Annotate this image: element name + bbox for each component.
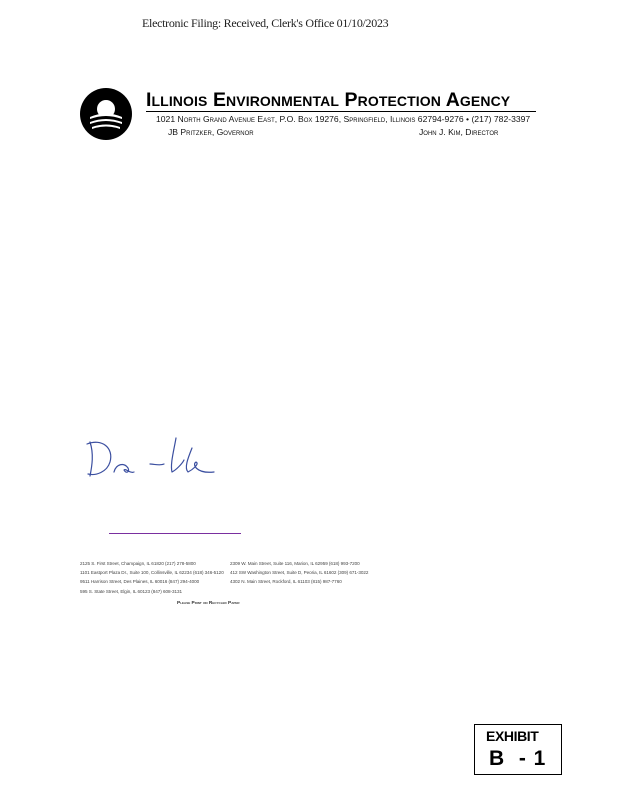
field-offices-right <box>230 559 368 587</box>
exhibit-label: EXHIBIT <box>486 728 539 744</box>
office-address: 9511 Harrison Street, Des Plaines, IL 60016 (847) 294-4000 <box>80 579 200 585</box>
email-link[interactable] <box>109 521 241 534</box>
office-address: 2309 W. Main Street, Suite 116, Marion, IL 62959 (618) 993-7200 <box>230 561 360 566</box>
exhibit-sticker <box>474 724 562 775</box>
exhibit-id: B - 1 <box>489 747 547 770</box>
letterhead-divider <box>146 111 536 112</box>
office-address: 2125 S. First Street, Champaign, IL 61820 (217) 278-5800 <box>80 561 196 566</box>
recycled-paper-note: Please Print on Recycled Paper <box>177 601 240 606</box>
director-name: John J. Kim, Director <box>419 127 499 137</box>
agency-address: 1021 North Grand Avenue East, P.O. Box 19276, Springfield, Illinois 62794-9276 • (217) 782-3397 <box>156 114 531 124</box>
handwritten-signature <box>84 434 220 480</box>
office-address: 412 SW Washington Street, Suite D, Peoria, IL 61602 (309) 671-3022 <box>230 570 369 576</box>
office-address: 1101 Eastport Plaza Dr., Suite 100, Collinsville, IL 62234 (618) 346-5120 <box>80 570 224 576</box>
electronic-filing-stamp: Electronic Filing: Received, Clerk's Office 01/10/2023 <box>142 16 389 30</box>
agency-name: Illinois Environmental Protection Agency <box>146 89 511 111</box>
illinois-epa-seal-icon <box>80 88 132 140</box>
office-address: 595 S. State Street, Elgin, IL 60123 (847) 608-3131 <box>80 588 182 594</box>
field-offices-left <box>80 559 224 596</box>
office-address: 4302 N. Main Street, Rockford, IL 61103 (815) 987-7760 <box>230 579 342 585</box>
governor-name: JB Pritzker, Governor <box>168 127 254 137</box>
